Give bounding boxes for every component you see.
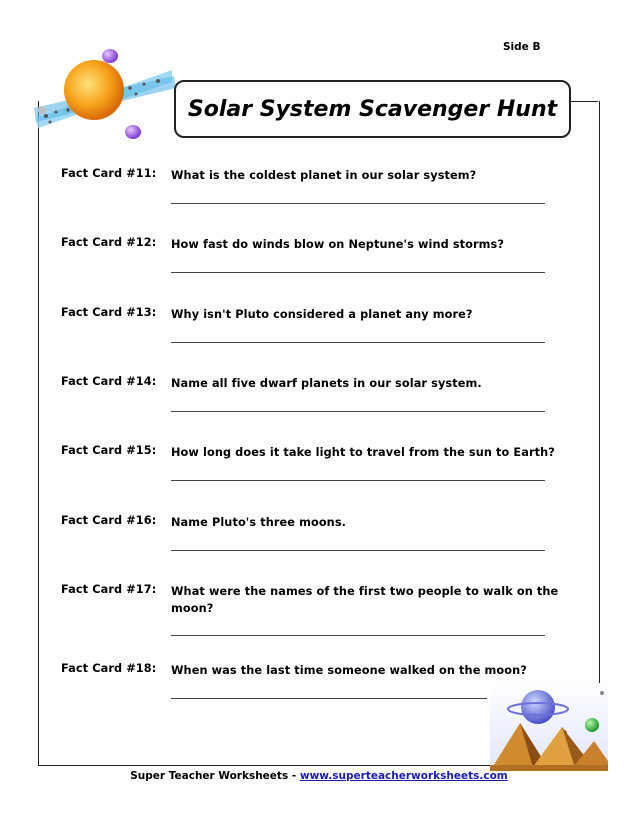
planet-pyramids-illustration	[490, 683, 608, 771]
footer-link[interactable]: www.superteacherworksheets.com	[299, 770, 508, 782]
answer-line[interactable]	[171, 203, 545, 204]
fact-question: Name all five dwarf planets in our solar system.	[171, 377, 482, 390]
answer-line[interactable]	[171, 635, 545, 636]
answer-line[interactable]	[171, 411, 545, 412]
footer	[0, 770, 638, 782]
fact-question: What were the names of the first two people to walk on the moon?	[171, 585, 559, 615]
answer-line[interactable]	[171, 480, 545, 481]
fact-question: What is the coldest planet in our solar system?	[171, 169, 477, 182]
fact-label: Fact Card #12:	[61, 236, 157, 249]
fact-question: How long does it take light to travel from the sun to Earth?	[171, 446, 555, 459]
fact-question: How fast do winds blow on Neptune's wind storms?	[171, 238, 505, 251]
frame-top-edge	[570, 101, 598, 102]
fact-label: Fact Card #17:	[61, 583, 157, 596]
fact-question: Why isn't Pluto considered a planet any more?	[171, 308, 473, 321]
fact-question: Name Pluto's three moons.	[171, 516, 347, 529]
answer-line[interactable]	[171, 272, 545, 273]
fact-label: Fact Card #14:	[61, 375, 157, 388]
fact-label: Fact Card #11:	[61, 167, 157, 180]
fact-label: Fact Card #18:	[61, 662, 157, 675]
fact-label: Fact Card #16:	[61, 514, 157, 527]
page-title: Solar System Scavenger Hunt	[174, 80, 571, 138]
fact-question: When was the last time someone walked on the moon?	[171, 664, 527, 677]
fact-label: Fact Card #15:	[61, 444, 157, 457]
answer-line[interactable]	[171, 550, 545, 551]
answer-line[interactable]	[171, 698, 487, 699]
sun-illustration	[32, 48, 177, 148]
side-label: Side B	[503, 41, 541, 53]
footer-text: Super Teacher Worksheets -	[130, 770, 300, 782]
answer-line[interactable]	[171, 342, 545, 343]
fact-label: Fact Card #13:	[61, 306, 157, 319]
